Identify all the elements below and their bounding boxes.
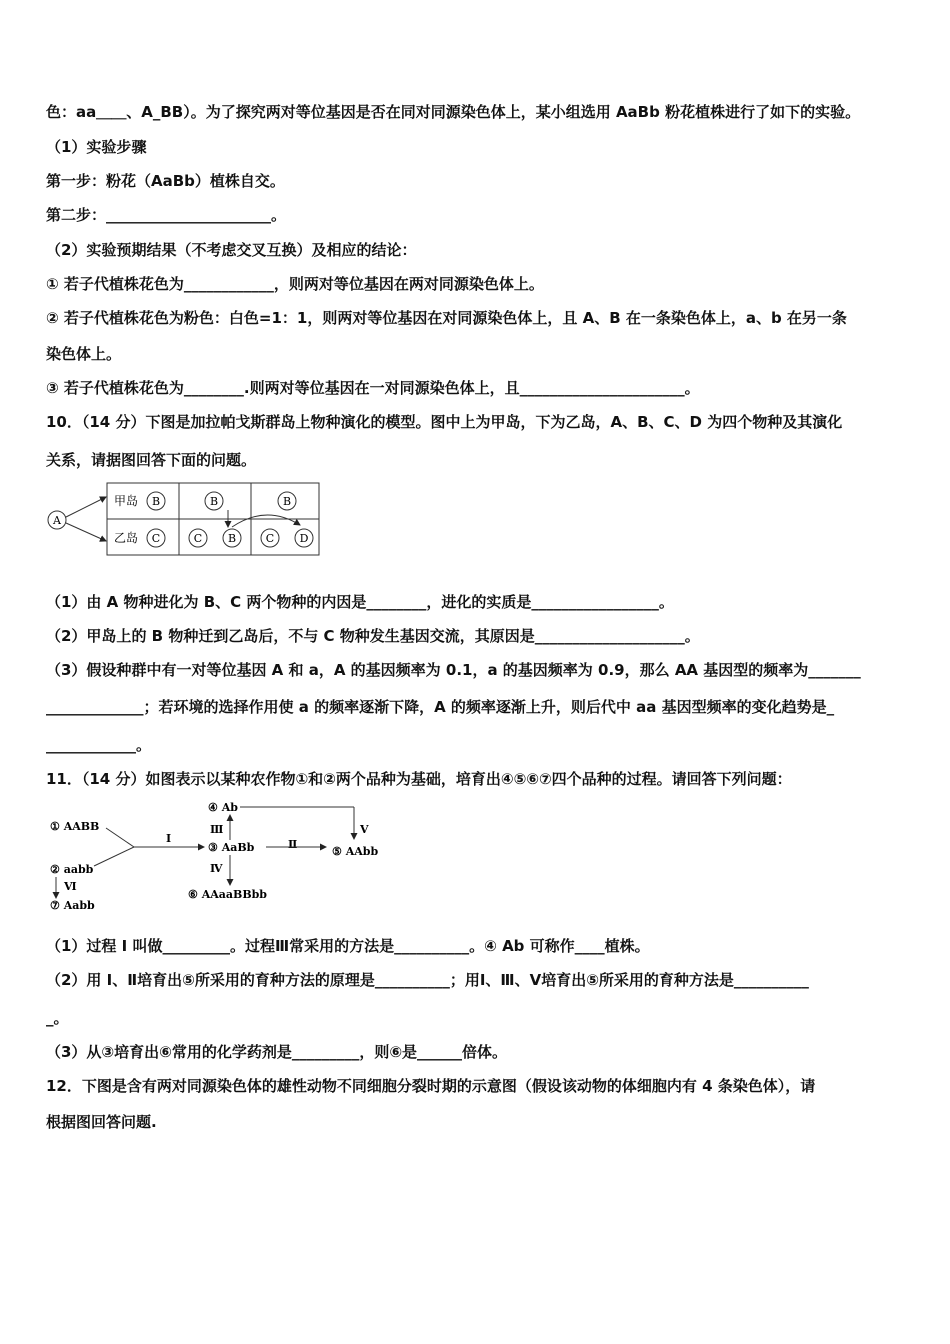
species-b-node	[147, 492, 165, 510]
species-c-node	[147, 529, 165, 547]
process-3-label: Ⅲ	[210, 823, 224, 836]
svg-text:B: B	[227, 532, 237, 545]
text-line-12: （1）由 A 物种进化为 B、C 两个物种的内因是________，进化的实质是_________________。	[46, 593, 674, 611]
text-line-10: 10．（14 分）下图是加拉帕戈斯群岛上物种演化的模型。图中上为甲岛，下为乙岛，A、B、C、D 为四个物种及其演化	[46, 413, 843, 431]
svg-text:D: D	[299, 532, 309, 545]
svg-text:B: B	[282, 495, 292, 508]
text-line-1: 色：aa＿＿、A_BB）。为了探究两对等位基因是否在同对同源染色体上，某小组选用 AaBb 粉花植株进行了如下的实验。	[46, 103, 861, 121]
svg-text:C: C	[193, 532, 203, 545]
text-line-13: （2）甲岛上的 B 物种迁到乙岛后，不与 C 物种发生基因交流，其原因是____________________。	[46, 627, 700, 645]
text-line-15: _____________；若环境的选择作用使 a 的频率逐渐下降，A 的频率逐渐上升，则后代中 aa 基因型频率的变化趋势是_	[46, 698, 835, 716]
text-line-2: （1）实验步骤	[46, 138, 147, 156]
species-b-node	[278, 492, 296, 510]
species-c-node	[189, 529, 207, 547]
species-a-node	[48, 511, 66, 529]
process-4-label: Ⅳ	[210, 862, 223, 875]
text-line-7: ② 若子代植株花色为粉色：白色=1：1，则两对等位基因在对同源染色体上，且 A、B 在一条染色体上，a、b 在另一条	[46, 309, 847, 327]
svg-text:C: C	[151, 532, 161, 545]
text-line-8: 染色体上。	[46, 345, 122, 363]
text-line-6: ① 若子代植株花色为____________，则两对等位基因在两对同源染色体上。	[46, 275, 544, 293]
variety-1-label: ① AABB	[50, 820, 100, 833]
text-line-11: 关系，请据图回答下面的问题。	[46, 451, 257, 469]
text-line-19: （2）用 I、Ⅱ培育出⑤所采用的育种方法的原理是__________；用Ⅰ、Ⅲ、Ⅴ培育出⑤所采用的育种方法是__________	[46, 971, 809, 989]
process-5-label: Ⅴ	[360, 823, 369, 836]
svg-text:B: B	[209, 495, 219, 508]
island-speciation-diagram	[44, 480, 324, 560]
svg-text:B: B	[151, 495, 161, 508]
species-b-node	[205, 492, 223, 510]
svg-text:A: A	[53, 514, 61, 527]
species-d-node	[295, 529, 313, 547]
text-line-4: 第二步：______________________。	[46, 206, 287, 224]
text-line-16: ____________。	[46, 736, 152, 754]
svg-text:C: C	[265, 532, 275, 545]
variety-2-label: ② aabb	[50, 863, 94, 876]
text-line-14: （3）假设种群中有一对等位基因 A 和 a，A 的基因频率为 0.1，a 的基因频率为 0.9，那么 AA 基因型的频率为_______	[46, 661, 861, 679]
text-line-17: 11．（14 分）如图表示以某种农作物①和②两个品种为基础，培育出④⑤⑥⑦四个品种的过程。请回答下列问题：	[46, 770, 792, 788]
text-line-22: 12．下图是含有两对同源染色体的雄性动物不同细胞分裂时期的示意图（假设该动物的体细胞内有 4 条染色体），请	[46, 1077, 816, 1095]
variety-6-label: ⑥ AAaaBBbb	[188, 888, 267, 901]
island-top-label: 甲岛	[114, 494, 139, 508]
variety-5-label: ⑤ AAbb	[332, 845, 379, 858]
text-line-9: ③ 若子代植株花色为________.则两对等位基因在一对同源染色体上，且______________________。	[46, 379, 700, 397]
variety-4-label: ④ Ab	[208, 801, 238, 814]
variety-3-label: ③ AaBb	[208, 841, 255, 854]
species-b-node	[223, 529, 241, 547]
variety-7-label: ⑦ Aabb	[50, 899, 95, 912]
breeding-process-diagram	[44, 798, 394, 916]
text-line-5: （2）实验预期结果（不考虑交叉互换）及相应的结论：	[46, 241, 417, 259]
process-6-label: Ⅵ	[64, 880, 77, 893]
text-line-18: （1）过程 I 叫做_________。过程Ⅲ常采用的方法是__________。④ Ab 可称作____植株。	[46, 937, 650, 955]
text-line-20: _。	[46, 1009, 69, 1027]
text-line-21: （3）从③培育出⑥常用的化学药剂是_________，则⑥是______倍体。	[46, 1043, 508, 1061]
process-1-label: Ⅰ	[166, 832, 172, 845]
text-line-3: 第一步：粉花（AaBb）植株自交。	[46, 172, 285, 190]
process-2-label: Ⅱ	[288, 838, 298, 851]
species-c-node	[261, 529, 279, 547]
text-line-23: 根据图回答问题.	[46, 1113, 157, 1131]
island-bottom-label: 乙岛	[114, 531, 139, 545]
